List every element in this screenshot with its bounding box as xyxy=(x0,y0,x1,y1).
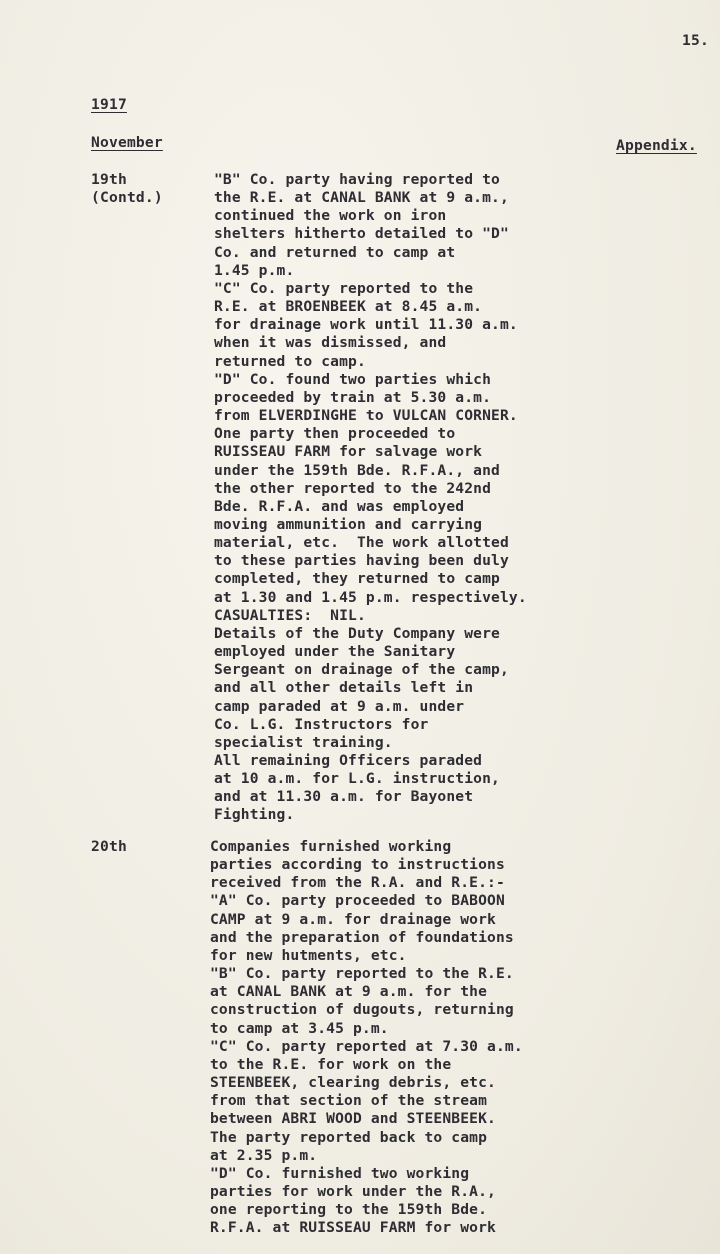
page-number: 15. xyxy=(682,32,709,49)
entry-line: for drainage work until 11.30 a.m. xyxy=(214,316,518,334)
entry-line: "B" Co. party reported to the R.E. xyxy=(210,965,514,983)
entry-line: One party then proceeded to xyxy=(214,425,456,443)
entry-line: one reporting to the 159th Bde. xyxy=(210,1201,488,1219)
entry-line: "A" Co. party proceeded to BABOON xyxy=(210,892,505,910)
entry-line: camp paraded at 9 a.m. under xyxy=(214,697,465,715)
entry-line: The party reported back to camp xyxy=(210,1128,488,1146)
entry-line: STEENBEEK, clearing debris, etc. xyxy=(210,1074,496,1092)
entry-line: "C" Co. party reported at 7.30 a.m. xyxy=(210,1037,523,1055)
entry-line: from that section of the stream xyxy=(210,1092,488,1110)
entry-line: R.E. at BROENBEEK at 8.45 a.m. xyxy=(214,298,483,316)
entry-date-note: (Contd.) xyxy=(91,189,163,206)
entry-line: the R.E. at CANAL BANK at 9 a.m., xyxy=(214,189,509,207)
entry-line: "D" Co. furnished two working xyxy=(210,1164,470,1182)
entry-line: the other reported to the 242nd xyxy=(214,479,492,497)
entry-line: at 10 a.m. for L.G. instruction, xyxy=(214,770,500,788)
entry-line: parties for work under the R.A., xyxy=(210,1182,496,1200)
entry-line: at CANAL BANK at 9 a.m. for the xyxy=(210,983,488,1001)
entry-line: moving ammunition and carrying xyxy=(214,515,483,533)
entry-date: 19th xyxy=(91,171,127,188)
entry-line: proceeded by train at 5.30 a.m. xyxy=(214,388,492,406)
entry-line: CASUALTIES: NIL. xyxy=(214,606,366,624)
entry-line: Bde. R.F.A. and was employed xyxy=(214,497,465,515)
entry-line: parties according to instructions xyxy=(210,856,505,874)
entry-line: CAMP at 9 a.m. for drainage work xyxy=(210,910,496,928)
entry-line: under the 159th Bde. R.F.A., and xyxy=(214,461,500,479)
entry-line: from ELVERDINGHE to VULCAN CORNER. xyxy=(214,407,518,425)
entry-line: All remaining Officers paraded xyxy=(214,752,483,769)
entry-line: at 1.30 and 1.45 p.m. respectively. xyxy=(214,588,527,606)
entry-line: specialist training. xyxy=(214,733,393,751)
entry-line: and the preparation of foundations xyxy=(210,928,514,946)
entry-line: when it was dismissed, and xyxy=(214,334,447,352)
entry-date: 20th xyxy=(91,838,127,855)
entry-line: at 2.35 p.m. xyxy=(210,1146,318,1164)
entry-line: material, etc. The work allotted xyxy=(214,534,509,552)
entry-line: "C" Co. party reported to the xyxy=(214,279,474,297)
entry-line: Companies furnished working xyxy=(210,838,452,855)
entry-line: employed under the Sanitary xyxy=(214,643,456,661)
entry-line: to the R.E. for work on the xyxy=(210,1055,452,1073)
entry-line: RUISSEAU FARM for salvage work xyxy=(214,443,483,461)
entry-line: construction of dugouts, returning xyxy=(210,1001,514,1019)
entry-line: Co. L.G. Instructors for xyxy=(214,715,429,733)
entry-line: and at 11.30 a.m. for Bayonet xyxy=(214,788,474,806)
entry-line: Fighting. xyxy=(214,806,295,824)
entry-line: Details of the Duty Company were xyxy=(214,624,500,642)
entry-line: continued the work on iron xyxy=(214,207,447,225)
entry-line: shelters hitherto detailed to "D" xyxy=(214,225,509,243)
entry-line: and all other details left in xyxy=(214,679,474,697)
entry-line: received from the R.A. and R.E.:- xyxy=(210,874,505,892)
entry-line: to camp at 3.45 p.m. xyxy=(210,1019,389,1037)
entry-line: "B" Co. party having reported to xyxy=(214,171,500,188)
entry-line: for new hutments, etc. xyxy=(210,946,407,964)
entry-line: Sergeant on drainage of the camp, xyxy=(214,661,509,679)
entry-line: Co. and returned to camp at xyxy=(214,243,456,261)
month-heading: November xyxy=(91,134,163,151)
entry-line: returned to camp. xyxy=(214,352,366,370)
entry-text-20th xyxy=(210,838,523,1237)
year-heading: 1917 xyxy=(91,96,127,113)
entry-line: between ABRI WOOD and STEENBEEK. xyxy=(210,1110,496,1128)
entry-text-19th xyxy=(214,171,527,825)
entry-line: "D" Co. found two parties which xyxy=(214,370,492,388)
entry-line: R.F.A. at RUISSEAU FARM for work xyxy=(210,1219,496,1237)
entry-line: completed, they returned to camp xyxy=(214,570,500,588)
entry-line: to these parties having been duly xyxy=(214,552,509,570)
appendix-column-heading: Appendix. xyxy=(616,137,697,154)
entry-line: 1.45 p.m. xyxy=(214,261,295,279)
